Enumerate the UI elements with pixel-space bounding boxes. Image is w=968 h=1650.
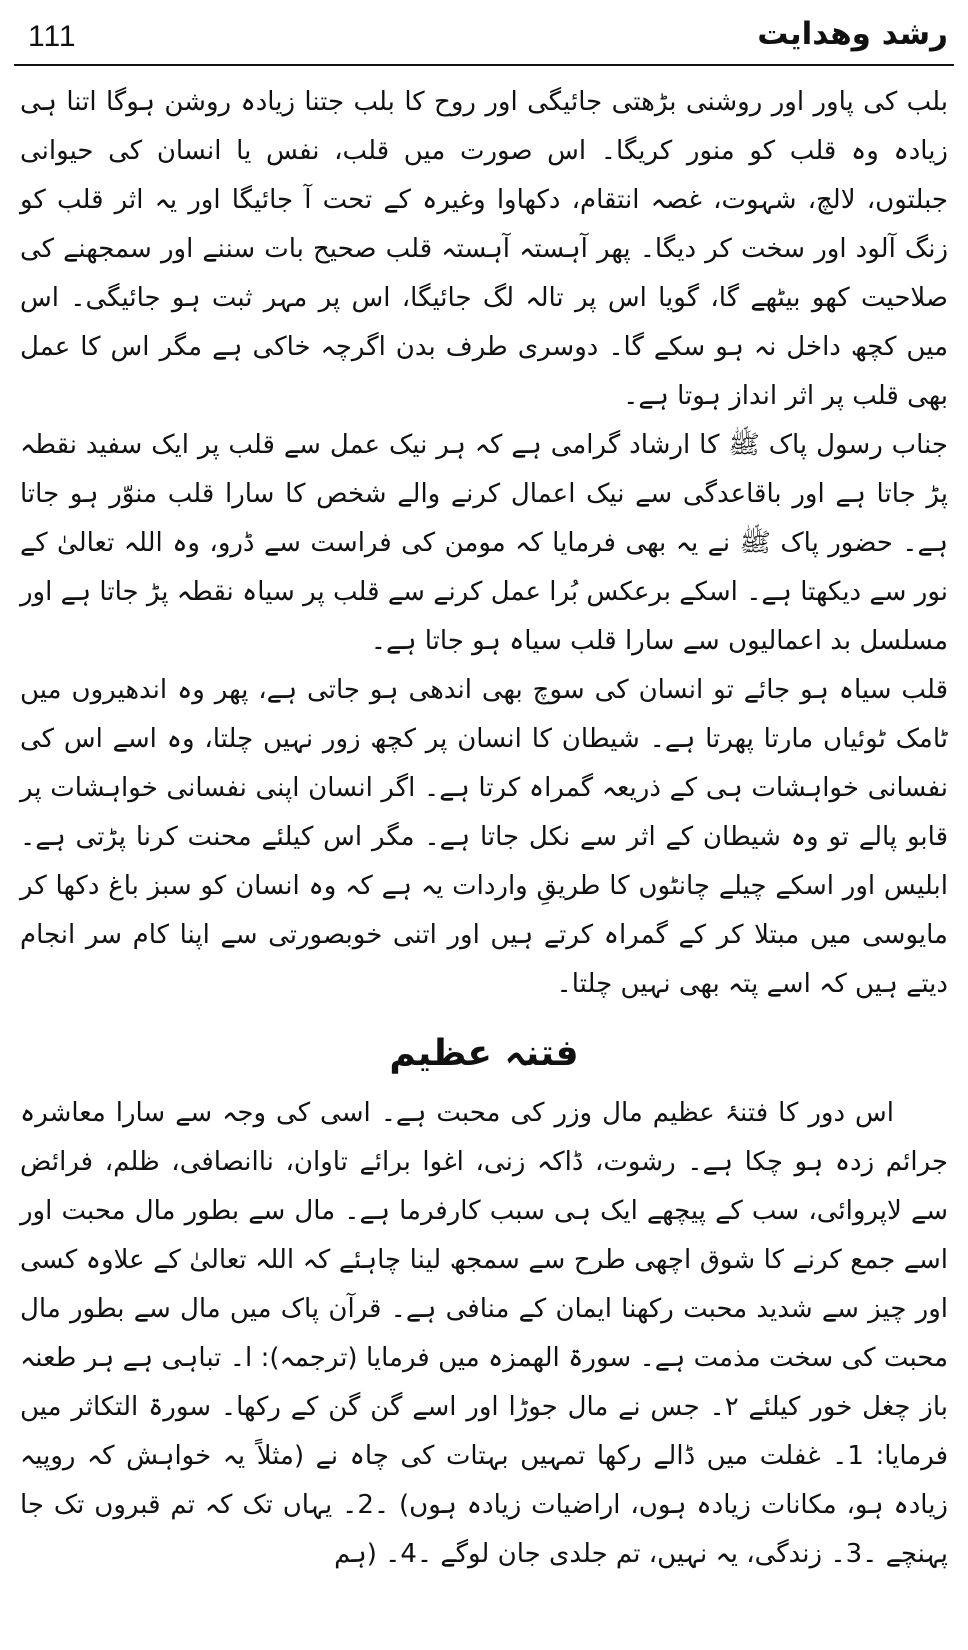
- page-header: [14, 12, 954, 66]
- book-page: [14, 12, 954, 1632]
- paragraph-love-of-wealth: اس دور کا فتنۂ عظیم مال وزر کی محبت ہے۔ اسی کی وجہ سے سارا معاشرہ جرائم زدہ ہو چکا ہے۔ رشوت، ڈاکہ زنی، اغوا برائے تاوان، ناانصافی، ظلم، فرائض سے لاپروائی، سب کے پیچھے ایک ہی سبب کارفرما ہے۔ مال سے بطور مال محبت اور اسے جمع کرنے کا شوق اچھی طرح سے سمجھ لینا چاہئے کہ اللہ تعالیٰ کے علاوہ کسی اور چیز سے شدید محبت رکھنا ایمان کے منافی ہے۔ قرآن پاک میں مال سے بطور مال محبت کی سخت مذمت ہے۔ سورۃ الھمزہ میں فرمایا (ترجمہ): ا۔ تباہی ہے ہر طعنہ باز چغل خور کیلئے ۲۔ جس نے مال جوڑا اور اسے گن گن کے رکھا۔ سورۃ التکاثر میں فرمایا: 1۔ غفلت میں ڈالے رکھا تمہیں بہتات کی چاہ نے (مثلاً یہ خواہش کہ روپیہ زیادہ ہو، مکانات زیادہ ہوں، اراضیات زیادہ ہوں) ۔2۔ یہاں تک کہ تم قبروں تک جا پہنچے ۔3۔ زندگی، یہ نہیں، تم جلدی جان لوگے ۔4۔ (ہم: [20, 1098, 948, 1569]
- paragraph-black-heart-satan: قلب سیاہ ہو جائے تو انسان کی سوچ بھی اندھی ہو جاتی ہے، پھر وہ اندھیروں میں ٹامک ٹوئیاں مارتا پھرتا ہے۔ شیطان کا انسان پر کچھ زور نہیں چلتا، وہ اسے اس کی نفسانی خواہشات ہی کے ذریعہ گمراہ کرتا ہے۔ اگر انسان اپنی نفسانی خواہشات پر قابو پالے تو وہ شیطان کے اثر سے نکل جاتا ہے۔ مگر اس کیلئے محنت کرنا پڑتی ہے۔ ابلیس اور اسکے چیلے چانٹوں کا طریقِ واردات یہ ہے کہ وہ انسان کو سبز باغ دکھا کر مایوسی میں مبتلا کر کے گمراہ کرتے ہیں اور اتنی خوبصورتی سے اپنا کام سر انجام دیتے ہیں کہ اسے پتہ بھی نہیں چلتا۔: [20, 675, 948, 999]
- running-title: رشد وھدایت: [757, 16, 948, 52]
- section-heading: فتنہ عظیم: [389, 1033, 579, 1074]
- page-number: 111: [28, 20, 77, 53]
- paragraph-bulb-and-soul: بلب کی پاور اور روشنی بڑھتی جائیگی اور روح کا بلب جتنا زیادہ روشن ہوگا اتنا ہی زیادہ وہ قلب کو منور کریگا۔ اس صورت میں قلب، نفس یا انسان کی حیوانی جبلتوں، لالچ، شہوت، غصہ انتقام، دکھاوا وغیرہ کے تحت آ جائیگا اور یہ اثر قلب کو زنگ آلود اور سخت کر دیگا۔ پھر آہستہ آہستہ قلب صحیح بات سننے اور سمجھنے کی صلاحیت کھو بیٹھے گا، گویا اس پر تالہ لگ جائیگا، اس پر مہر ثبت ہو جائیگی۔ اس میں کچھ داخل نہ ہو سکے گا۔ دوسری طرف بدن اگرچہ خاکی ہے مگر اس کا عمل بھی قلب پر اثر انداز ہوتا ہے۔: [20, 87, 948, 411]
- paragraph-hadith-white-dot: جناب رسول پاک ﷺ کا ارشاد گرامی ہے کہ ہر نیک عمل سے قلب پر ایک سفید نقطہ پڑ جاتا ہے اور باقاعدگی سے نیک اعمال کرنے والے شخص کا سارا قلب منوّر ہو جاتا ہے۔ حضور پاک ﷺ نے یہ بھی فرمایا کہ مومن کی فراست سے ڈرو، وہ اللہ تعالیٰ کے نور سے دیکھتا ہے۔ اسکے برعکس بُرا عمل کرنے سے قلب پر سیاہ نقطہ پڑ جاتا ہے اور مسلسل بد اعمالیوں سے سارا قلب سیاہ ہو جاتا ہے۔: [20, 430, 948, 656]
- page-body: [14, 66, 954, 1579]
